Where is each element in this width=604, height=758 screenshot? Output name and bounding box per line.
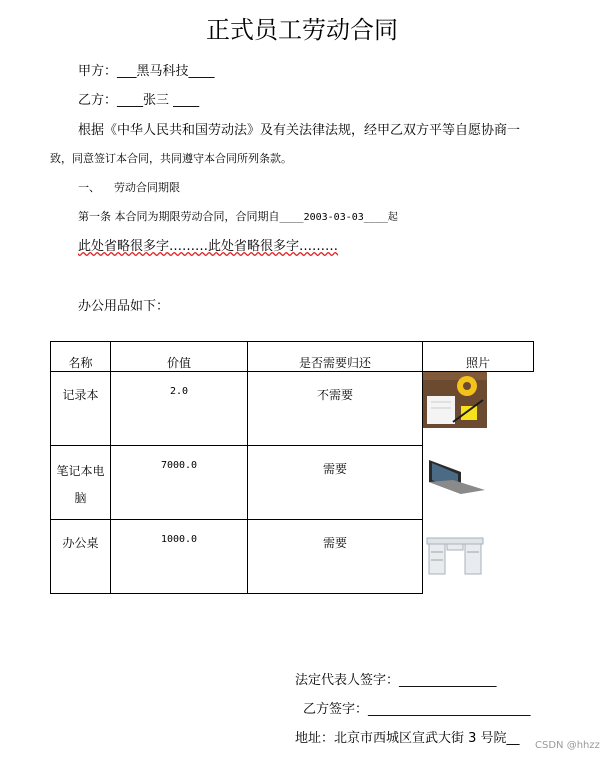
header-photo: 照片 (423, 342, 534, 372)
header-return: 是否需要归还 (248, 342, 423, 372)
party-a-line: 甲方：___黑马科技____ (78, 64, 215, 79)
section-1-title: 劳动合同期限 (114, 181, 180, 194)
notebook-photo-icon (423, 372, 487, 428)
cell-photo (423, 446, 534, 520)
omitted-text-content: 此处省略很多字………此处省略很多字……… (78, 239, 339, 254)
intro-line-2: 致，同意签订本合同，共同遵守本合同所列条款。 (50, 152, 292, 165)
cell-value: 7000.0 (111, 446, 248, 520)
cell-value: 2.0 (111, 372, 248, 446)
cell-photo (423, 520, 534, 594)
watermark: CSDN @hhzz (535, 740, 600, 751)
legal-rep-signature: 法定代表人签字：_______________ (295, 673, 497, 688)
cell-name: 记录本 (51, 372, 111, 446)
address-line: 地址：北京市西城区宣武大街 3 号院__ (295, 731, 520, 746)
laptop-photo-icon (423, 454, 487, 510)
header-name: 名称 (51, 342, 111, 372)
party-b-line: 乙方：____张三 ____ (78, 93, 200, 108)
cell-return: 需要 (248, 446, 423, 520)
supplies-intro: 办公用品如下： (78, 299, 170, 314)
intro-line-1: 根据《中华人民共和国劳动法》及有关法律法规，经甲乙双方平等自愿协商一 (78, 123, 521, 138)
cell-name: 办公桌 (51, 520, 111, 594)
document-title: 正式员工劳动合同 (206, 16, 398, 44)
article-1-prefix: 第一条 本合同为期限劳动合同，合同期自 (78, 210, 280, 223)
article-1-date: ____2003-03-03____起 (279, 212, 398, 223)
table-row (51, 372, 534, 446)
article-1 (78, 208, 398, 224)
table-row (51, 520, 534, 594)
supplies-table (50, 341, 534, 594)
cell-value: 1000.0 (111, 520, 248, 594)
cell-return: 不需要 (248, 372, 423, 446)
cell-return: 需要 (248, 520, 423, 594)
cell-photo (423, 372, 534, 446)
omitted-text (78, 235, 338, 254)
party-b-signature: 乙方签字：_________________________ (303, 702, 531, 717)
table-row (51, 446, 534, 520)
desk-photo-icon (423, 528, 487, 588)
table-header-row (51, 342, 534, 372)
section-1-number: 一、 (78, 181, 100, 194)
cell-name: 笔记本电 脑 (51, 446, 111, 520)
header-value: 价值 (111, 342, 248, 372)
